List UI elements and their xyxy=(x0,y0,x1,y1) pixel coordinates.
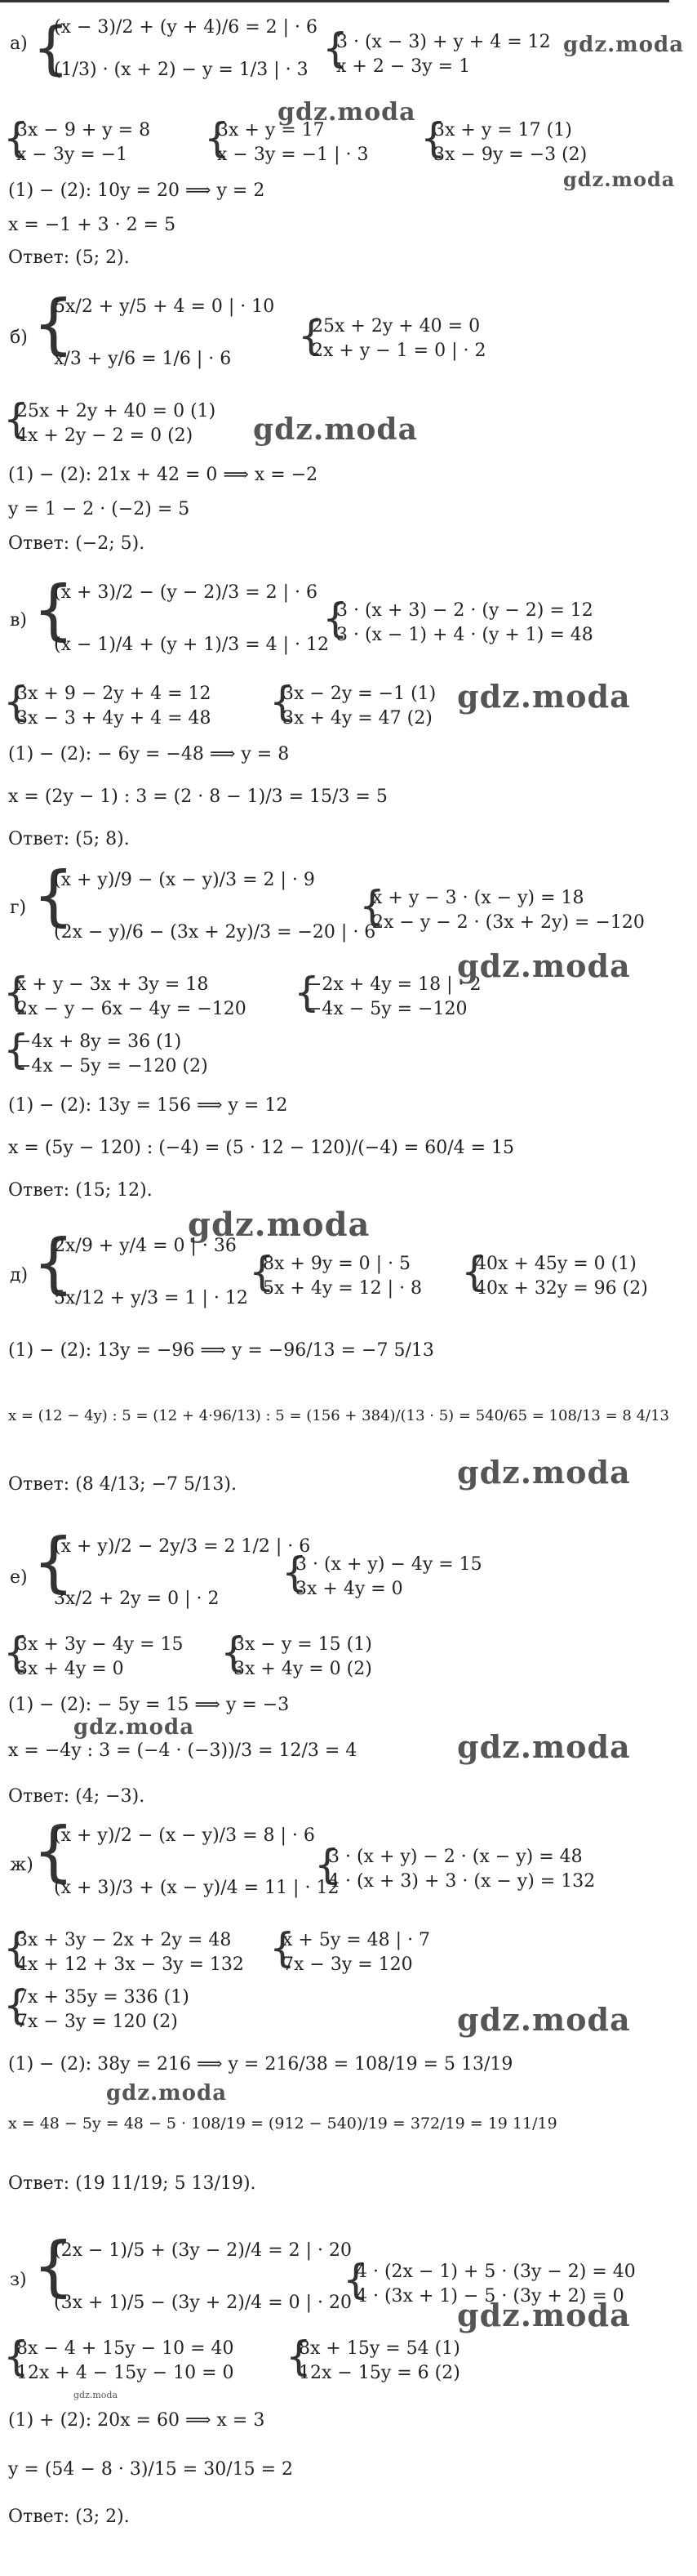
brace: { xyxy=(33,1524,74,1600)
z-answer: Ответ: (3; 2). xyxy=(8,2507,130,2527)
a-step-2: x = −1 + 3 · 2 = 5 xyxy=(8,215,176,235)
watermark: gdz.moda xyxy=(253,412,418,447)
watermark: gdz.moda xyxy=(563,33,685,57)
watermark-small: gdz.moda xyxy=(73,2390,118,2400)
e-step-2: x = −4y : 3 = (−4 · (−3))/3 = 12/3 = 4 xyxy=(8,1740,357,1761)
e-sys3-eq2: 3x + 4y = 0 (2) xyxy=(233,1659,372,1679)
brace: { xyxy=(3,2333,29,2380)
b-step-2: y = 1 − 2 · (−2) = 5 xyxy=(8,499,190,519)
brace: { xyxy=(359,882,385,929)
b-answer: Ответ: (−2; 5). xyxy=(8,533,145,554)
e-sys3-eq1: 3x − y = 15 (1) xyxy=(233,1634,372,1655)
b-sys1-eq1: 5x/2 + y/5 + 4 = 0 | · 10 xyxy=(54,296,275,317)
a-sys1-eq1: (x − 3)/2 + (y + 4)/6 = 2 | · 6 xyxy=(54,17,318,38)
d-sys2-eq2: 40x + 32y = 96 (2) xyxy=(475,1278,648,1299)
brace: { xyxy=(249,1248,275,1295)
brace: { xyxy=(343,2256,369,2303)
g-sys2-eq2: 2x − y − 6x − 4y = −120 xyxy=(16,999,246,1019)
v-sys1-eq2: (x − 1)/4 + (y + 1)/3 = 4 | · 12 xyxy=(54,635,330,655)
zh-sys4-eq2: 7x − 3y = 120 (2) xyxy=(16,2012,178,2032)
watermark: gdz.moda xyxy=(457,2297,631,2333)
watermark: gdz.moda xyxy=(188,1206,371,1244)
brace: { xyxy=(420,114,446,162)
v-sys3-eq1: 3x − 2y = −1 (1) xyxy=(282,684,437,704)
brace: { xyxy=(322,595,348,642)
brace: { xyxy=(3,1026,29,1073)
g-sys1b-eq2: 2x − y − 2 · (3x + 2y) = −120 xyxy=(372,912,645,933)
watermark: gdz.moda xyxy=(457,1728,631,1765)
brace: { xyxy=(33,286,74,362)
watermark: gdz.moda xyxy=(457,2001,631,2038)
g-sys3-eq2: −4x − 5y = −120 xyxy=(307,999,468,1019)
zh-sys1-eq1: (x + y)/2 − (x − y)/3 = 8 | · 6 xyxy=(54,1825,315,1846)
part-b-label: б) xyxy=(10,328,28,348)
zh-sys1b-eq1: 3 · (x + y) − 2 · (x − y) = 48 xyxy=(328,1847,583,1867)
v-sys1b-eq1: 3 · (x + 3) − 2 · (y − 2) = 12 xyxy=(336,600,593,621)
g-sys4-eq2: −4x − 5y = −120 (2) xyxy=(16,1056,208,1076)
part-e-label: е) xyxy=(10,1567,28,1588)
v-step-1: (1) − (2): − 6y = −48 ⟹ y = 8 xyxy=(8,744,290,764)
watermark: gdz.moda xyxy=(563,167,676,191)
brace: { xyxy=(286,2333,312,2380)
brace: { xyxy=(3,1629,29,1676)
d-sys2-eq1: 40x + 45y = 0 (1) xyxy=(475,1254,637,1274)
e-sys2-eq2: 3x + 4y = 0 xyxy=(16,1659,124,1679)
a-sys1-eq2: (1/3) · (x + 2) − y = 1/3 | · 3 xyxy=(54,60,309,80)
brace: { xyxy=(461,1248,487,1295)
zh-sys1-eq2: (x + 3)/3 + (x − y)/4 = 11 | · 12 xyxy=(54,1878,340,1898)
v-sys2-eq2: 3x − 3 + 4y + 4 = 48 xyxy=(16,708,211,729)
v-sys2-eq1: 3x + 9 − 2y + 4 = 12 xyxy=(16,684,211,704)
e-step-1: (1) − (2): − 5y = 15 ⟹ y = −3 xyxy=(8,1695,290,1715)
e-sys1b-eq2: 3x + 4y = 0 xyxy=(295,1579,403,1599)
brace: { xyxy=(314,1841,340,1888)
part-g-label: г) xyxy=(10,898,27,918)
brace: { xyxy=(269,1924,295,1972)
part-a-label: а) xyxy=(10,33,28,54)
d-sys1b-eq1: 8x + 9y = 0 | · 5 xyxy=(263,1254,411,1274)
v-sys1b-eq2: 3 · (x − 1) + 4 · (y + 1) = 48 xyxy=(336,625,593,645)
brace: { xyxy=(269,678,295,725)
a-sys1b-eq1: 3 · (x − 3) + y + 4 = 12 xyxy=(336,32,551,52)
b-sys2-eq1: 25x + 2y + 40 = 0 (1) xyxy=(16,401,216,421)
e-answer: Ответ: (4; −3). xyxy=(8,1786,145,1807)
zh-step-2: x = 48 − 5y = 48 − 5 · 108/19 = (912 − 540)/19 = 372/19 = 19 11/19 xyxy=(8,2115,557,2133)
z-step-1: (1) + (2): 20x = 60 ⟹ x = 3 xyxy=(8,2410,265,2431)
g-answer: Ответ: (15; 12). xyxy=(8,1180,153,1201)
g-sys2-eq1: x + y − 3x + 3y = 18 xyxy=(16,974,209,995)
part-v-label: в) xyxy=(10,610,27,631)
z-sys1b-eq1: 4 · (2x − 1) + 5 · (3y − 2) = 40 xyxy=(356,2262,636,2282)
a-answer: Ответ: (5; 2). xyxy=(8,247,130,268)
g-sys4-eq1: −4x + 8y = 36 (1) xyxy=(16,1032,182,1052)
brace: { xyxy=(3,969,29,1016)
d-step-1: (1) − (2): 13y = −96 ⟹ y = −96/13 = −7 5/13 xyxy=(8,1340,434,1361)
brace: { xyxy=(3,114,29,162)
watermark: gdz.moda xyxy=(457,1454,631,1491)
zh-sys2-eq1: 3x + 3y − 2x + 2y = 48 xyxy=(16,1930,232,1950)
e-sys1-eq2: 3x/2 + 2y = 0 | · 2 xyxy=(54,1589,220,1609)
zh-answer: Ответ: (19 11/19; 5 13/19). xyxy=(8,2173,256,2194)
v-step-2: x = (2y − 1) : 3 = (2 · 8 − 1)/3 = 15/3 = 5 xyxy=(8,787,388,807)
brace: { xyxy=(3,1981,29,2029)
brace: { xyxy=(294,969,320,1016)
z-sys2-eq1: 8x − 4 + 15y − 10 = 40 xyxy=(16,2338,234,2359)
brace: { xyxy=(33,572,74,648)
a-sys1b-eq2: x + 2 − 3y = 1 xyxy=(336,56,471,77)
brace: { xyxy=(3,678,29,725)
z-sys3-eq2: 12x − 15y = 6 (2) xyxy=(299,2363,460,2383)
zh-step-1: (1) − (2): 38y = 216 ⟹ y = 216/38 = 108/19 = 5 13/19 xyxy=(8,2054,513,2075)
g-sys1-eq1: (x + y)/9 − (x − y)/3 = 2 | · 9 xyxy=(54,870,315,890)
a-sys4-eq1: 3x + y = 17 (1) xyxy=(433,120,572,140)
b-sys1b-eq1: 25x + 2y + 40 = 0 xyxy=(312,316,481,336)
d-step-2: x = (12 − 4y) : 5 = (12 + 4·96/13) : 5 = (156 + 384)/(13 · 5) = 540/65 = 108/13 = 8 4/13 xyxy=(8,1407,669,1424)
brace: { xyxy=(3,1924,29,1972)
zh-sys3-eq1: x + 5y = 48 | · 7 xyxy=(282,1930,431,1950)
zh-sys2-eq2: 4x + 12 + 3x − 3y = 132 xyxy=(16,1954,244,1975)
b-step-1: (1) − (2): 21x + 42 = 0 ⟹ x = −2 xyxy=(8,465,318,485)
a-sys4-eq2: 3x − 9y = −3 (2) xyxy=(433,145,588,165)
z-sys2-eq2: 12x + 4 − 15y − 10 = 0 xyxy=(16,2363,234,2383)
zh-sys4-eq1: 7x + 35y = 336 (1) xyxy=(16,1987,189,2008)
brace: { xyxy=(220,1629,246,1676)
a-sys2-eq2: x − 3y = −1 xyxy=(16,145,128,165)
part-z-label: з) xyxy=(10,2270,27,2290)
v-sys3-eq2: 3x + 4y = 47 (2) xyxy=(282,708,433,729)
brace: { xyxy=(33,15,69,82)
zh-sys3-eq2: 7x − 3y = 120 xyxy=(282,1954,413,1975)
brace: { xyxy=(298,312,324,359)
brace: { xyxy=(33,1813,74,1889)
z-sys3-eq1: 8x + 15y = 54 (1) xyxy=(299,2338,460,2359)
g-step-2: x = (5y − 120) : (−4) = (5 · 12 − 120)/(−4) = 60/4 = 15 xyxy=(8,1138,515,1158)
e-sys2-eq1: 3x + 3y − 4y = 15 xyxy=(16,1634,184,1655)
a-sys3-eq2: x − 3y = −1 | · 3 xyxy=(217,145,369,165)
g-sys1-eq2: (2x − y)/6 − (3x + 2y)/3 = −20 | · 6 xyxy=(54,922,376,943)
d-sys1-eq2: 5x/12 + y/3 = 1 | · 12 xyxy=(54,1288,248,1308)
brace: { xyxy=(33,1225,74,1301)
d-answer: Ответ: (8 4/13; −7 5/13). xyxy=(8,1474,237,1495)
z-sys1-eq2: (3x + 1)/5 − (3y + 2)/4 = 0 | · 20 xyxy=(54,2293,353,2313)
g-step-1: (1) − (2): 13y = 156 ⟹ y = 12 xyxy=(8,1095,288,1116)
a-sys3-eq1: 3x + y = 17 xyxy=(217,120,325,140)
d-sys1-eq1: 2x/9 + y/4 = 0 | · 36 xyxy=(54,1236,237,1256)
e-sys1-eq1: (x + y)/2 − 2y/3 = 2 1/2 | · 6 xyxy=(54,1536,311,1557)
watermark: gdz.moda xyxy=(106,2081,228,2106)
brace: { xyxy=(282,1549,308,1596)
watermark: gdz.moda xyxy=(457,678,631,715)
z-sys1b-eq2: 4 · (3x + 1) − 5 · (3y + 2) = 0 xyxy=(356,2286,624,2306)
v-sys1-eq1: (x + 3)/2 − (y − 2)/3 = 2 | · 6 xyxy=(54,582,318,603)
b-sys1b-eq2: 2x + y − 1 = 0 | · 2 xyxy=(312,341,486,361)
brace: { xyxy=(3,395,29,443)
b-sys2-eq2: 4x + 2y − 2 = 0 (2) xyxy=(16,426,193,446)
zh-sys1b-eq2: 4 · (x + 3) + 3 · (x − y) = 132 xyxy=(328,1871,596,1892)
brace: { xyxy=(322,25,348,72)
part-zh-label: ж) xyxy=(10,1855,33,1875)
z-sys1-eq1: (2x − 1)/5 + (3y − 2)/4 = 2 | · 20 xyxy=(54,2240,353,2261)
e-sys1b-eq1: 3 · (x + y) − 4y = 15 xyxy=(295,1554,482,1575)
watermark: gdz.moda xyxy=(457,947,631,984)
top-rule xyxy=(0,0,669,2)
brace: { xyxy=(33,2228,74,2304)
a-step-1: (1) − (2): 10y = 20 ⟹ y = 2 xyxy=(8,180,265,201)
g-sys1b-eq1: x + y − 3 · (x − y) = 18 xyxy=(372,888,584,908)
part-d-label: д) xyxy=(10,1265,29,1286)
watermark: gdz.moda xyxy=(73,1715,195,1740)
watermark: gdz.moda xyxy=(277,98,416,127)
v-answer: Ответ: (5; 8). xyxy=(8,829,130,849)
a-sys2-eq1: 3x − 9 + y = 8 xyxy=(16,120,151,140)
z-step-2: y = (54 − 8 · 3)/15 = 30/15 = 2 xyxy=(8,2459,294,2480)
b-sys1-eq2: x/3 + y/6 = 1/6 | · 6 xyxy=(54,349,232,369)
d-sys1b-eq2: 5x + 4y = 12 | · 8 xyxy=(263,1278,423,1299)
brace: { xyxy=(33,858,74,934)
g-sys3-eq1: −2x + 4y = 18 | · 2 xyxy=(307,974,482,995)
brace: { xyxy=(204,114,230,162)
